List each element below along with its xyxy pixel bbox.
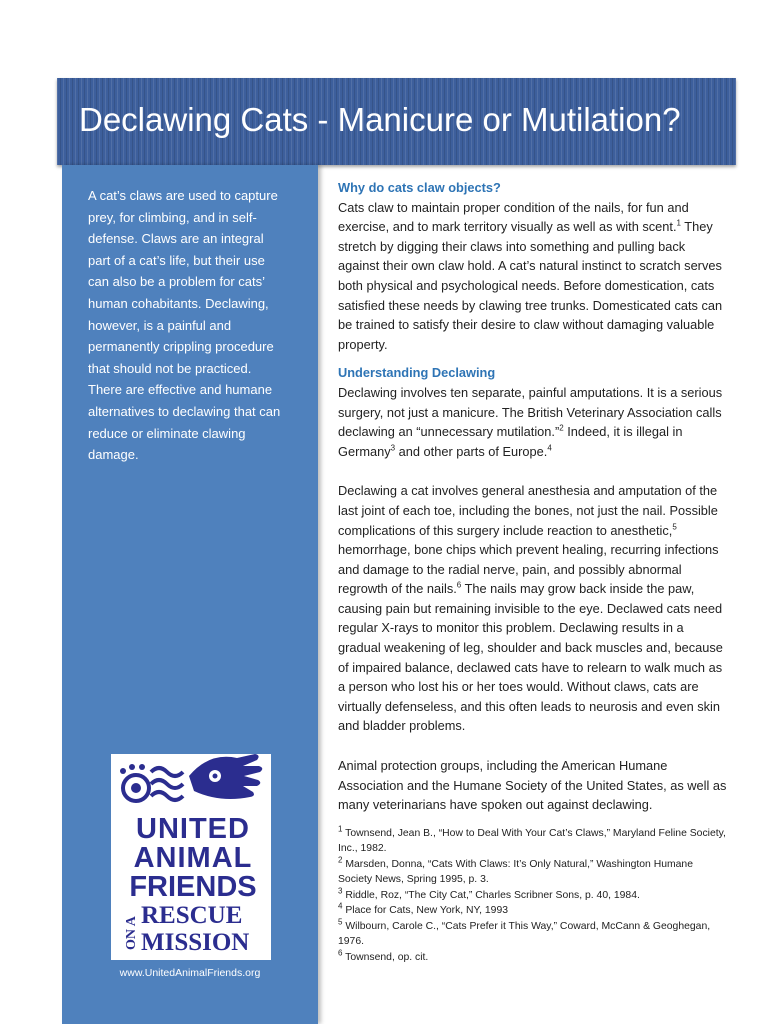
logo-line1: UNITED (136, 813, 250, 845)
footnote-1: $^1$ Townsend, Jean B., “How to Deal With Your Cat’s Claws,” Maryland Feline Society, Inc., 1982. (338, 824, 726, 855)
footnote-2: $^2$ Marsden, Donna, “Cats With Claws: It’s Only Natural,” Washington Humane Society News, Spring 1995, p. 3. (338, 855, 693, 886)
footnote-4: $^4$ Place for Cats, New York, NY, 1993 (338, 901, 509, 917)
sidebar (62, 165, 318, 1024)
paragraph-why-cats-claw: Cats claw to maintain proper condition of the nails, for fun and exercise, and to mark territory visually as well as with scent.$^1$ They stretch by digging their claws into something and pulling back against their own claw hold. A cat’s natural instinct to scratch serves both physical and psychological needs. Before domestication, cats satisfied these needs by clawing tree trunks. Domesticated cats can be trained to satisfy their desire to claw without damaging valuable property. (338, 199, 723, 352)
title-banner (57, 78, 736, 165)
footnote-ref-6: 6 (456, 581, 462, 591)
page-title: Declawing Cats - Manicure or Mutilation? (79, 101, 681, 138)
footnote-5: $^5$ Wilbourn, Carole C., “Cats Prefer it This Way,” Coward, McCann & Geoghegan, 1976. (338, 917, 711, 948)
logo-rescue: RESCUE (141, 902, 243, 929)
footnote-ref-1: 1 (676, 218, 681, 228)
logo-side-text: ON A (124, 916, 139, 950)
logo-graphic (111, 754, 271, 960)
footnote-6: $^6$ Townsend, op. cit. (338, 948, 429, 963)
paragraph-declawing-intro: Declawing involves ten separate, painful amputations. It is a serious surgery, not just a manicure. The British Veterinary Association calls declawing an “unnecessary mutilation.”$^2$ Indeed, it is illegal in Germany$^3$ and other parts of Europe.$^4$ (338, 384, 723, 459)
heading-why-cats-claw: Why do cats claw objects? (338, 180, 501, 195)
logo-line2: ANIMAL (133, 842, 253, 874)
main-content (338, 178, 728, 965)
footnote-ref-5: 5 (672, 522, 677, 532)
hand-icon (120, 754, 262, 801)
heading-understanding-declawing: Understanding Declawing (338, 365, 496, 381)
footnote-ref-4: 4 (547, 443, 552, 453)
united-animal-friends-logo (111, 754, 271, 960)
footnotes (338, 826, 728, 966)
logo-mission: MISSION (141, 929, 250, 956)
footnote-ref-2: 2 (559, 423, 564, 433)
footnote-ref-3: 3 (390, 443, 396, 453)
paragraph-protection-groups: Animal protection groups, including the American Humane Association and the Humane Society of the United States, as well as many veterinarians have spoken out against declawing. (338, 758, 727, 813)
logo-line3: FRIENDS (129, 871, 257, 903)
footnote-3: $^3$ Riddle, Roz, “The City Cat,” Charles Scribner Sons, p. 40, 1984. (338, 886, 640, 901)
paragraph-declawing-details: Declawing a cat involves general anesthesia and amputation of the last joint of each toe, including the bones, not just the nail. Possible complications of this surgery include reaction to anesthetic,$^5$ hemorrhage, bone chips which prevent healing, recurring infections and damage to the radial nerve, pain, and possibly abnormal regrowth of the nails.$^6$ The nails may grow back inside the paw, causing pain but remaining invisible to the eye. Declawed cats need regular X-rays to monitor this problem. Declawing results in a gradual weakening of leg, shoulder and back muscles and, because of impaired balance, declawed cats have to relearn to walk much as a person who lost his or her toes would. Without claws, cats are virtually defenseless, and this often leads to neurosis and even skin and bladder problems. (338, 483, 723, 734)
sidebar-intro: A cat’s claws are used to capture prey, for climbing, and in self-defense. Claws are an integral part of a cat’s life, but their use can also be a problem for cats’ human cohabitants. Declawing, however, is a painful and permanently crippling procedure that should not be practiced. There are effective and humane alternatives to declawing that can reduce or eliminate clawing damage. (88, 188, 281, 463)
website-link[interactable]: www.UnitedAnimalFriends.org (119, 967, 261, 979)
